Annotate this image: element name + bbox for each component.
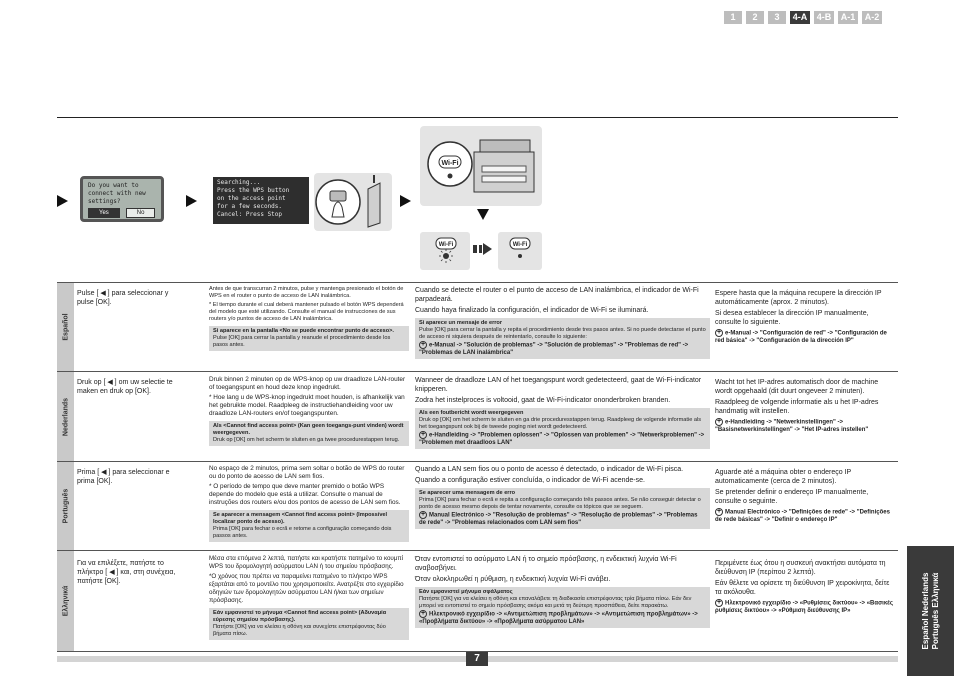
language-label: Português (62, 488, 69, 524)
wifi-on-text: Όταν ολοκληρωθεί η ρύθμιση, η ενδεικτική λυχνία Wi-Fi ανάβει. (415, 576, 611, 583)
language-label-cell (57, 283, 74, 371)
wifi-blink-text: Όταν εντοπιστεί το ασύρματο LAN ή το σημείο πρόσβασης, η ενδεικτική λυχνία Wi-Fi αναβοσβήνει. (415, 556, 677, 572)
language-label: Ελληνικά (62, 585, 69, 617)
ip-manual-text: Εάν θέλετε να ορίσετε τη διεύθυνση IP χειροκίνητα, δείτε τα ακόλουθα. (715, 580, 890, 596)
step-select-text: Prima [ ◀ ] para seleccionar e prima [OK]. (77, 469, 170, 485)
language-label: Español (62, 313, 69, 341)
wps-router-illustration (314, 173, 392, 231)
language-label-cell (57, 462, 74, 550)
step-wifi-column (415, 555, 710, 628)
page-number: 7 (466, 652, 488, 666)
ip-wait-text: Περιμένετε έως ότου η συσκευή ανακτήσει αυτόματα τη διεύθυνση IP (περίπου 2 λεπτά). (715, 560, 886, 576)
plus-icon: + (716, 599, 722, 606)
step-ip-column (715, 378, 895, 434)
manual-link: e-Manual -> "Configuración de red" -> "Configuración de red básica" -> "Configuración de la dirección IP" (715, 330, 887, 344)
note-title: Als een foutbericht wordt weergegeven (419, 410, 524, 416)
wps-instruction: Druk binnen 2 minuten op de WPS-knop op uw draadloze LAN-router of toegangspunt en houd deze knop ingedrukt. (209, 376, 406, 391)
down-arrow-icon (477, 209, 489, 220)
step-wifi-column (415, 465, 710, 529)
plus-icon: + (420, 610, 426, 617)
step-arrow-icon (400, 195, 411, 207)
step-ip-column (715, 468, 895, 524)
manual-link: Manual Electrónico -> "Definições de rede" -> "Definições de rede básicas" -> "Definir o endereço IP" (715, 509, 890, 523)
manual-link: e-Manual -> "Solución de problemas" -> "Solución de problemas" -> "Problemas de red" -> "Problemas de LAN inalámbrica" (419, 342, 689, 356)
step-arrow-icon (186, 195, 197, 207)
lcd-line: settings? (88, 198, 121, 205)
lcd-screen-searching (213, 177, 309, 224)
step-ip-column (715, 289, 895, 345)
language-label: Nederlands (62, 397, 69, 436)
tab-a2[interactable]: A-2 (862, 11, 882, 24)
step-wps-column (209, 286, 409, 351)
note-box (209, 421, 409, 446)
note-title: Als <Cannot find access point> (Kan geen toegangs-punt vinden) wordt weergegeven. (213, 423, 404, 436)
tab-4a[interactable]: 4-A (790, 11, 810, 24)
language-side-tab (907, 546, 954, 676)
note-title: Εάν εμφανιστεί μήνυμα σφάλματος (419, 589, 513, 595)
plus-icon: + (420, 431, 426, 438)
top-rule (57, 117, 898, 118)
ip-wait-text: Wacht tot het IP-adres automatisch door de machine wordt opgehaald (dit duurt ongeveer 2 minuten). (715, 379, 879, 395)
step-wps-column (209, 465, 409, 542)
svg-text:Wi-Fi: Wi-Fi (512, 242, 528, 248)
ip-manual-text: Raadpleeg de volgende informatie als u het IP-adres handmatig wilt instellen. (715, 399, 879, 415)
tab-1[interactable]: 1 (724, 11, 742, 24)
wifi-on-text: Zodra het instelproces is voltooid, gaat de Wi-Fi-indicator ononderbroken branden. (415, 397, 671, 404)
step-arrow-icon (57, 195, 68, 207)
row-spanish (57, 282, 898, 371)
manual-link: e-Handleiding -> "Problemen oplossen" -> "Oplossen van problemen" -> "Netwerkproblemen" -> "Problemen met draadloos LAN" (419, 432, 705, 446)
lcd-no-button: No (126, 208, 156, 218)
wps-footnote: * O período de tempo que deve manter premido o botão WPS depende do modelo que está a utilizar. Consulte o manual de instruções dos routers e/ou dos pontos de acesso de LAN sem fios. (209, 483, 401, 506)
manual-link: Ηλεκτρονικό εγχειρίδιο -> «Ρυθμίσεις δικτύου» -> «Βασικές ρυθμίσεις δικτύου» -> «Ρύθμιση διεύθυνσης IP» (715, 600, 894, 614)
error-note-box (415, 408, 710, 449)
wifi-blink-text: Quando a LAN sem fios ou o ponto de acesso é detectado, o indicador de Wi-Fi pisca. (415, 466, 684, 473)
lcd-screen-confirm (80, 176, 164, 222)
lcd-yes-button: Yes (88, 208, 120, 218)
lcd-line: connect with new (88, 190, 146, 197)
lcd-line: Do you want to (88, 182, 139, 189)
ip-wait-text: Aguarde até a máquina obter o endereço IP automaticamente (cerca de 2 minutos). (715, 469, 852, 485)
note-body: Druk op [OK] om het scherm te sluiten en ga twee procedurestappen terug. (213, 437, 400, 443)
note-box (209, 326, 409, 351)
error-note-box (415, 488, 710, 529)
svg-text:Wi-Fi: Wi-Fi (441, 160, 459, 167)
wps-instruction: No espaço de 2 minutos, prima sem soltar o botão de WPS do router ou do ponto de acesso de LAN sem fios. (209, 465, 405, 480)
lcd-line: on the access point (217, 195, 286, 202)
tab-2[interactable]: 2 (746, 11, 764, 24)
plus-icon: + (716, 418, 722, 425)
svg-text:Wi-Fi: Wi-Fi (438, 242, 454, 248)
note-box (209, 510, 409, 542)
step-select-text: Pulse [ ◀ ] para seleccionar y pulse [OK]. (77, 290, 169, 306)
note-body: Pulse [OK] para cerrar la pantalla y reanude el procedimiento desde los pasos antes. (213, 335, 391, 348)
note-title: Εάν εμφανιστεί το μήνυμα <Cannot find access point> (Αδυναμία εύρεσης σημείου πρόσβασης). (213, 610, 387, 623)
lcd-line: Cancel: Press Stop (217, 211, 283, 218)
side-tab-line: Español Nederlands (920, 572, 930, 650)
wps-footnote: * El tiempo durante el cual deberá mantener pulsado el botón WPS dependerá del modelo que esté utilizando. Consulte el manual de instrucciones de sus routers y/o puntos de acceso de LAN inalámbrica. (209, 302, 404, 322)
plus-icon: + (420, 511, 426, 518)
step-wifi-column (415, 376, 710, 449)
plus-icon: + (420, 341, 426, 348)
language-side-tab-label (921, 573, 941, 650)
note-box (209, 608, 409, 640)
side-tab-line: Português Ελληνικά (930, 572, 940, 650)
note-body: Πατήστε [OK] για να κλείσει η οθόνη και συνεχίστε επιστρέφοντας δύο βήματα πίσω. (213, 624, 386, 637)
wifi-blink-text: Cuando se detecte el router o el punto de acceso de LAN inalámbrica, el indicador de Wi-Fi parpadeará. (415, 287, 699, 303)
note-title: Si aparece en la pantalla <No se puede encontrar punto de acceso>. (213, 328, 394, 334)
row-greek (57, 550, 898, 652)
manual-link: Manual Electrónico -> "Resolução de problemas" -> "Resolução de problemas" -> "Problemas de rede" -> "Problemas relacionados com LAN sem fios" (419, 512, 698, 526)
ip-wait-text: Espere hasta que la máquina recupere la dirección IP automáticamente (aprox. 2 minutos). (715, 290, 882, 306)
note-body: Prima [OK] para fechar o ecrã e retome a configuração começando dois passos antes. (213, 526, 392, 539)
ip-manual-text: Si desea establecer la dirección IP manualmente, consulte lo siguiente. (715, 310, 869, 326)
plus-icon: + (716, 329, 722, 336)
step-select-text: Για να επιλέξετε, πατήστε το πλήκτρο [ ◀ ] και, στη συνέχεια, πατήστε [OK]. (77, 560, 176, 585)
step-wps-column (209, 376, 409, 446)
error-note-box (415, 587, 710, 628)
lcd-line: Searching... (217, 179, 261, 186)
manual-link: e-Handleiding -> "Netwerkinstellingen" -> "Basisnetwerkinstellingen" -> "Het IP-adres instellen" (715, 419, 869, 433)
wps-footnote: *Ο χρόνος που πρέπει να παραμείνει πατημένο το πλήκτρο WPS εξαρτάται από το μοντέλο που χρησιμοποιείτε. Ανατρέξτε στο εγχειρίδιο οδηγιών των δρομολογητών ασύρματου LAN ή/και των σημείων πρόσβασης. (209, 573, 404, 604)
tab-4b[interactable]: 4-B (814, 11, 834, 24)
wifi-on-text: Cuando haya finalizado la configuración, el indicador de Wi-Fi se iluminará. (415, 307, 649, 314)
note-body: Pulse [OK] para cerrar la pantalla y repita el procedimiento desde tres pasos antes. Si no puede detectarse el punto de acceso ni siquiera después de reintentarlo, consulte lo siguiente: (419, 327, 706, 340)
row-dutch (57, 371, 898, 461)
step-ip-column (715, 559, 895, 615)
language-label-cell (57, 372, 74, 461)
wps-footnote: * Hoe lang u de WPS-knop ingedrukt moet houden, is afhankelijk van het gebruikte model. Raadpleeg de instructiehandleiding voor uw draadloze LAN-routers en/of toegangspunten. (209, 394, 405, 417)
plus-icon: + (716, 508, 722, 515)
note-body: Πατήστε [OK] για να κλείσει η οθόνη και επαναλάβετε τη διαδικασία επιστρέφοντας τρία βήματα πίσω. Εάν δεν μπορεί να εντοπιστεί το σημείο πρόσβασης ακόμα και μετά τη δεύτερη προσπάθεια, δείτε παρακάτω. (419, 596, 692, 609)
note-title: Se aparecer a mensagem <Cannot find access point> (Impossível localizar ponto de acesso). (213, 512, 388, 525)
ip-manual-text: Se pretender definir o endereço IP manualmente, consulte o seguinte. (715, 489, 869, 505)
note-title: Si aparece un mensaje de error (419, 320, 503, 326)
wifi-blink-text: Wanneer de draadloze LAN of het toegangspunt wordt gedetecteerd, gaat de Wi-Fi-indicator knipperen. (415, 377, 702, 393)
wps-instruction: Antes de que transcurran 2 minutos, pulse y mantenga presionado el botón de WPS en el router o punto de acceso de LAN inalámbrica. (209, 286, 404, 299)
step-wps-column (209, 555, 409, 640)
note-body: Druk op [OK] om het scherm te sluiten en ga drie proceduresstappen terug. Raadpleeg de volgende informatie als het toegangspunt ook bij de tweede poging niet wordt gedetecteerd. (419, 417, 702, 430)
wps-instruction: Μέσα στα επόμενα 2 λεπτά, πατήστε και κρατήστε πατημένο το κουμπί WPS του δρομολογητή ασύρματου LAN ή του σημείου πρόσβασης. (209, 555, 404, 570)
wifi-on-text: Quando a configuração estiver concluída, o indicador de Wi-Fi acende-se. (415, 477, 645, 484)
note-title: Se aparecer uma mensagem de erro (419, 490, 516, 496)
row-portuguese (57, 461, 898, 550)
printer-illustration (420, 126, 542, 206)
step-wifi-column (415, 286, 710, 359)
step-select-text: Druk op [ ◀ ] om uw selectie te maken en druk op [OK]. (77, 379, 173, 395)
wifi-indicator-sequence (420, 232, 542, 270)
tab-3[interactable]: 3 (768, 11, 786, 24)
language-label-cell (57, 551, 74, 651)
note-body: Prima [OK] para fechar o ecrã e repita a configuração começando três passos antes. Se não conseguir detectar o ponto de acesso mesmo depois de tentar novamente, consulte os tópicos que se seguem. (419, 497, 701, 510)
tab-a1[interactable]: A-1 (838, 11, 858, 24)
section-tabs (724, 11, 882, 24)
manual-link: Ηλεκτρονικό εγχειρίδιο -> «Αντιμετώπιση προβλημάτων» -> «Αντιμετώπιση προβλημάτων» -> «Προβλήματα δικτύου» -> «Προβλήματα ασύρματου LAN» (419, 611, 698, 625)
lcd-line: Press the WPS button (217, 187, 290, 194)
error-note-box (415, 318, 710, 359)
lcd-line: for a few seconds. (217, 203, 283, 210)
